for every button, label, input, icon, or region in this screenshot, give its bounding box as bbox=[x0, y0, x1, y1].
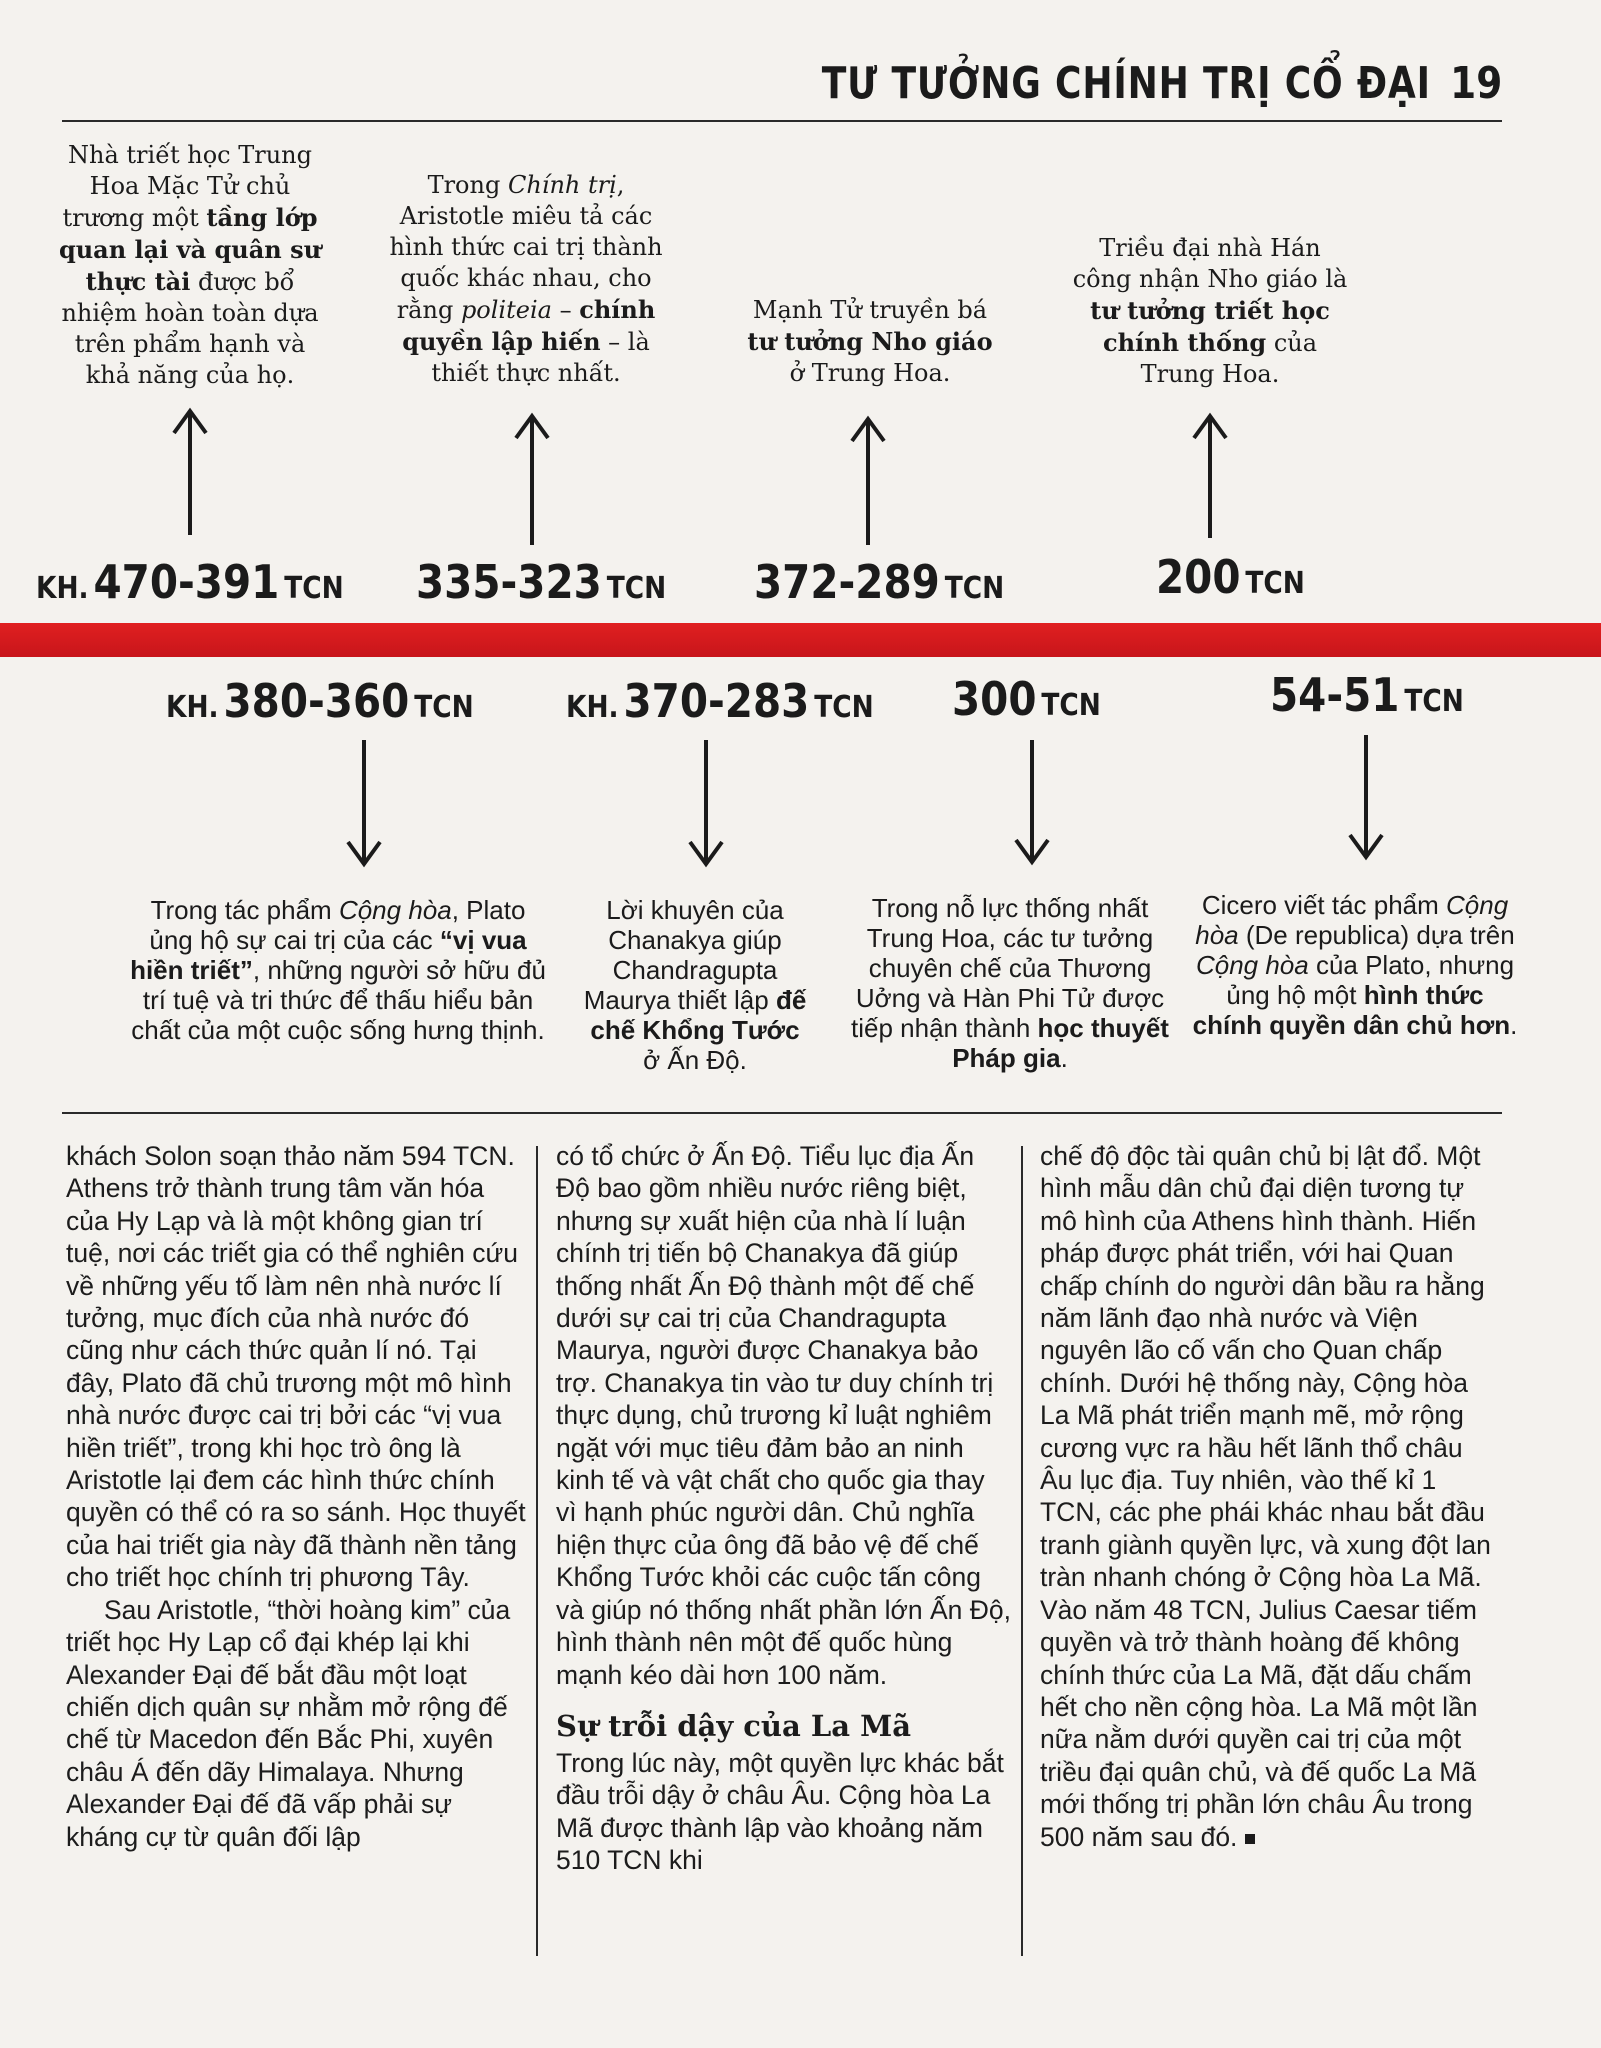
timeline-text-run: chính quyền lập hiến bbox=[402, 295, 656, 356]
arrow-down-icon bbox=[686, 740, 726, 870]
timeline-text-run: tư tưởng triết học chính thống bbox=[1090, 296, 1330, 357]
arrow-up-icon bbox=[170, 405, 210, 535]
body-column-1 bbox=[66, 1140, 526, 1853]
timeline-text-run: (De republica) dựa trên bbox=[1238, 920, 1515, 950]
arrow-down-icon bbox=[344, 740, 384, 870]
timeline-text-run: đế chế Khổng Tước bbox=[590, 985, 807, 1045]
body-column-2 bbox=[556, 1140, 1011, 1877]
timeline-text-run: được bổ nhiệm hoàn toàn dựa trên phẩm hạnh và khả năng của họ. bbox=[61, 268, 319, 389]
timeline-text-run: của Plato, nhưng ủng hộ một bbox=[1226, 950, 1515, 1010]
timeline-text-run: . bbox=[1510, 1010, 1518, 1040]
timeline-top-date-2: 335-323 TCN bbox=[416, 555, 667, 609]
timeline-text-run: – là thiết thực nhất. bbox=[431, 328, 650, 387]
arrow-down-icon bbox=[1346, 735, 1386, 863]
timeline-top-text-2 bbox=[376, 170, 676, 389]
header-rule bbox=[62, 120, 1502, 122]
timeline-bottom-text-2 bbox=[580, 895, 810, 1075]
section-heading: Sự trỗi dậy của La Mã bbox=[556, 1708, 912, 1743]
timeline-text-run: Cộng hòa bbox=[1195, 890, 1509, 950]
timeline-text-run: Trong tác phẩm bbox=[150, 895, 339, 925]
column-divider bbox=[1021, 1146, 1023, 1956]
timeline-top-text-4 bbox=[1070, 233, 1350, 390]
timeline-text-run: “vị vua hiền triết” bbox=[130, 925, 527, 985]
body-column-3 bbox=[1040, 1140, 1502, 1853]
end-mark-icon bbox=[1245, 1834, 1255, 1844]
timeline-text-run: hình thức chính quyền dân chủ hơn bbox=[1192, 980, 1511, 1040]
timeline-bottom-text-3 bbox=[850, 893, 1170, 1073]
timeline-top-date-4: 200 TCN bbox=[1156, 550, 1305, 604]
body-paragraph: có tổ chức ở Ấn Độ. Tiểu lục địa Ấn Độ bao gồm nhiều nước riêng biệt, nhưng sự xuất hiện của nhà lí luận chính trị tiến bộ Chanakya đã giúp thống nhất Ấn Độ thành một đế chế dưới sự cai trị của Chandragupta Maurya, người được Chanakya bảo trợ. Chanakya tin vào tư duy chính trị thực dụng, chủ trương kỉ luật nghiêm ngặt với mục tiêu đảm bảo an ninh kinh tế và vật chất cho quốc gia thay vì hạnh phúc người dân. Chủ nghĩa hiện thực của ông đã bảo vệ đế chế Khổng Tước khỏi các cuộc tấn công và giúp nó thống nhất phần lớn Ấn Độ, hình thành nên một đế quốc hùng mạnh kéo dài hơn 100 năm. bbox=[556, 1141, 1011, 1690]
timeline-text-run: Mạnh Tử truyền bá bbox=[752, 296, 988, 324]
body-paragraph: khách Solon soạn thảo năm 594 TCN. Athens trở thành trung tâm văn hóa của Hy Lạp và là một không gian trí tuệ, nơi các triết gia có thể nghiên cứu về những yếu tố làm nên nhà nước lí tưởng, mục đích của nhà nước đó cũng như cách thức quản lí nó. Tại đây, Plato đã chủ trương một mô hình nhà nước được cai trị bởi các “vị vua hiền triết”, trong khi học trò ông là Aristotle lại đem các hình thức chính quyền có thể có ra so sánh. Học thuyết của hai triết gia này đã thành nền tảng cho triết học chính trị phương Tây. bbox=[66, 1141, 526, 1593]
timeline-bottom-date-3: 300 TCN bbox=[952, 672, 1101, 726]
timeline-text-run: Trong bbox=[427, 171, 508, 199]
arrow-up-icon bbox=[512, 410, 552, 545]
timeline-text-run: ở Ấn Độ. bbox=[643, 1045, 747, 1075]
timeline-text-run: Nhà triết học Trung Hoa Mặc Tử chủ trương một bbox=[62, 141, 312, 232]
timeline-text-run: , Plato ủng hộ sự cai trị của các bbox=[149, 895, 526, 955]
body-paragraph: Trong lúc này, một quyền lực khác bắt đầu trỗi dậy ở châu Âu. Cộng hòa La Mã được thành lập vào khoảng năm 510 TCN khi bbox=[556, 1747, 1004, 1876]
page-number: 19 bbox=[1449, 58, 1502, 109]
running-title: TƯ TƯỞNG CHÍNH TRỊ CỔ ĐẠI bbox=[821, 58, 1431, 109]
timeline-text-run: Lời khuyên của Chanakya giúp Chandragupta Maurya thiết lập bbox=[583, 895, 784, 1015]
timeline-bottom-text-4 bbox=[1190, 890, 1520, 1040]
column-divider bbox=[536, 1146, 538, 1956]
timeline-text-run: tầng lớp quan lại và quân sư thực tài bbox=[58, 203, 322, 296]
timeline-text-run: . bbox=[1060, 1043, 1068, 1073]
timeline-bottom-date-1: KH. 380-360 TCN bbox=[166, 674, 474, 728]
timeline-text-run: Trong nỗ lực thống nhất Trung Hoa, các tư tưởng chuyên chế của Thương Uởng và Hàn Phi Tử được tiếp nhận thành bbox=[851, 893, 1165, 1043]
timeline-text-run: Cộng hòa bbox=[1195, 950, 1309, 980]
timeline-text-run: Chính trị bbox=[507, 171, 617, 199]
timeline-top-date-3: 372-289 TCN bbox=[754, 555, 1005, 609]
timeline-text-run: Cicero viết tác phẩm bbox=[1201, 890, 1447, 920]
timeline-top-text-3 bbox=[745, 295, 995, 389]
arrow-up-icon bbox=[1190, 410, 1230, 538]
timeline-text-run: học thuyết Pháp gia bbox=[952, 1013, 1169, 1073]
body-paragraph: Sau Aristotle, “thời hoàng kim” của triết học Hy Lạp cổ đại khép lại khi Alexander Đại đế bắt đầu một loạt chiến dịch quân sự nhằm mở rộng đế chế từ Macedon đến Bắc Phi, xuyên châu Á đến dãy Himalaya. Nhưng Alexander Đại đế đã vấp phải sự kháng cự từ quân đối lập bbox=[66, 1594, 511, 1852]
timeline-text-run: politeia bbox=[460, 296, 552, 324]
timeline-bottom-date-2: KH. 370-283 TCN bbox=[566, 674, 874, 728]
timeline-top-text-1 bbox=[50, 140, 330, 391]
timeline-bottom-text-1 bbox=[128, 895, 548, 1045]
arrow-down-icon bbox=[1012, 740, 1052, 868]
timeline-text-run: , Aristotle miêu tả các hình thức cai trị thành quốc khác nhau, cho rằng bbox=[389, 171, 663, 324]
timeline-top-date-1: KH. 470-391 TCN bbox=[36, 555, 344, 609]
timeline-bar bbox=[0, 623, 1601, 657]
timeline-text-run: của Trung Hoa. bbox=[1140, 329, 1318, 388]
timeline-text-run: ở Trung Hoa. bbox=[789, 359, 951, 387]
timeline-text-run: Triều đại nhà Hán công nhận Nho giáo là bbox=[1072, 234, 1348, 293]
timeline-text-run: – bbox=[551, 296, 580, 324]
timeline-text-run: tư tưởng Nho giáo bbox=[747, 327, 993, 356]
section-rule bbox=[62, 1112, 1502, 1114]
timeline-text-run: , những người sở hữu đủ trí tuệ và tri thức để thấu hiểu bản chất của một cuộc sống hưng thịnh. bbox=[131, 955, 546, 1045]
timeline-text-run: Cộng hòa bbox=[338, 895, 452, 925]
body-paragraph: chế độ độc tài quân chủ bị lật đổ. Một hình mẫu dân chủ đại diện tương tự mô hình của Athens hình thành. Hiến pháp được phát triển, với hai Quan chấp chính do người dân bầu ra hằng năm lãnh đạo nhà nước và Viện nguyên lão cố vấn cho Quan chấp chính. Dưới hệ thống này, Cộng hòa La Mã phát triển mạnh mẽ, mở rộng cương vực ra hầu hết lãnh thổ châu Âu lục địa. Tuy nhiên, vào thế kỉ 1 TCN, các phe phái khác nhau bắt đầu tranh giành quyền lực, và xung đột lan tràn nhanh chóng ở Cộng hòa La Mã. Vào năm 48 TCN, Julius Caesar tiếm quyền và trở thành hoàng đế không chính thức của La Mã, đặt dấu chấm hết cho nền cộng hòa. La Mã một lần nữa nằm dưới quyền cai trị của một triều đại quân chủ, và đế quốc La Mã mới thống trị phần lớn châu Âu trong 500 năm sau đó. bbox=[1040, 1141, 1491, 1852]
timeline-bottom-date-4: 54-51 TCN bbox=[1270, 668, 1464, 722]
arrow-up-icon bbox=[848, 413, 888, 545]
